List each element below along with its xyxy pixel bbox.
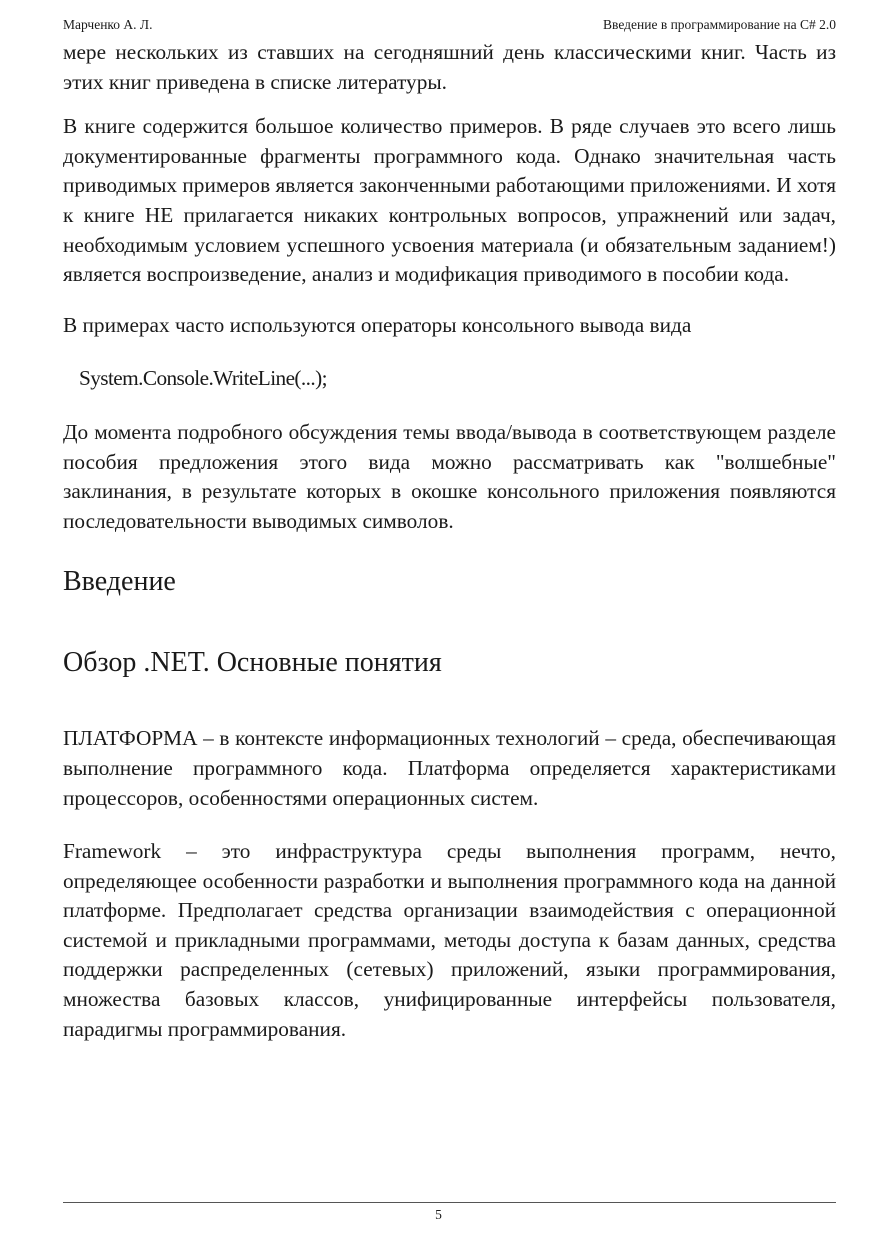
paragraph-continuation: мере нескольких из ставших на сегодняшний день классическими книг. Часть из этих книг приведена в списке литературы. (63, 40, 836, 94)
paragraph-platform-definition: ПЛАТФОРМА – в контексте информационных технологий – среда, обеспечивающая выполнение программного кода. Платформа определяется характеристиками процессоров, особенностями операционных систем. (63, 726, 836, 810)
section-heading-introduction: Введение (63, 566, 176, 598)
header-author: Марченко А. Л. (63, 17, 153, 32)
code-snippet: System.Console.WriteLine(...); (79, 366, 327, 391)
page-header (63, 15, 836, 35)
paragraph-framework-definition: Framework – это инфраструктура среды выполнения программ, нечто, определяющее особенности разработки и выполнения программного кода на данной платформе. Предполагает средства организации взаимодействия с операционной системой и прикладными программами, методы доступа к базам данных, средства поддержки распределенных (сетевых) приложений, языки программирования, множества базовых классов, унифицированные интерфейсы пользователя, парадигмы программирования. (63, 839, 836, 1041)
paragraph-magic-spells: До момента подробного обсуждения темы ввода/вывода в соответствующем разделе пособия предложения этого вида можно рассматривать как "волшебные" заклинания, в результате которых в окошке консольного приложения появляются последовательности выводимых символов. (63, 419, 836, 533)
page-number: 5 (435, 1207, 442, 1222)
paragraph-examples: В книге содержится большое количество примеров. В ряде случаев это всего лишь документированные фрагменты программного кода. Однако значительная часть приводимых примеров является законченными работающими приложениями. И хотя к книге НЕ прилагается никаких контрольных вопросов, упражнений или задач, необходимым условием успешного усвоения материала (и обязательным заданием!) является воспроизведение, анализ и модификация приводимого в пособии кода. (63, 114, 836, 287)
paragraph-console-output: В примерах часто используются операторы консольного вывода вида (63, 312, 692, 337)
footer-divider (63, 1202, 836, 1203)
section-heading-net-overview: Обзор .NET. Основные понятия (63, 647, 442, 679)
header-book-title: Введение в программирование на C# 2.0 (603, 17, 836, 32)
page-content (63, 38, 836, 1044)
